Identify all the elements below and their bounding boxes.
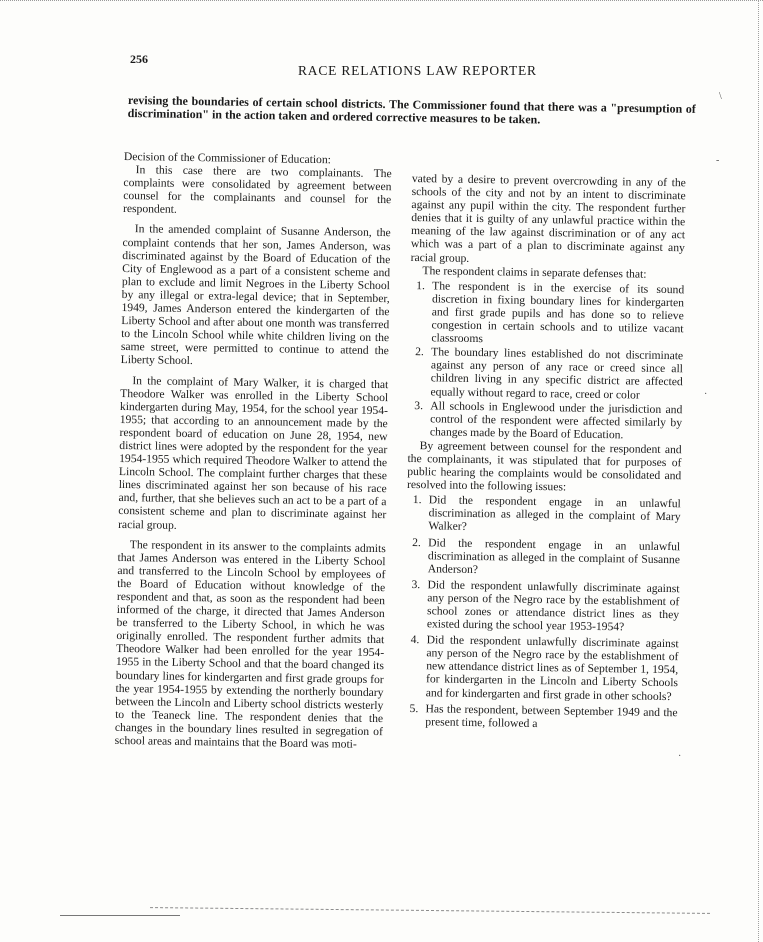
paragraph: In this case there are two complainants. The complaints were consolidated by agreement between counsel for the complainants and counsel for the respondent. — [122, 163, 392, 217]
defenses-list — [408, 279, 684, 442]
list-number: 5. — [409, 701, 419, 715]
issues-list — [403, 493, 681, 732]
list-text: All schools in Englewood under the jurisdiction and control of the respondent were affected similarly by changes made by the Board of Education. — [429, 398, 683, 442]
list-text: Did the respondent unlawfully discriminate against any person of the Negro race by the establishment of new attendance district lines as of September 1, 1954, for kindergarten in the Lincoln and Liberty Schools and for kindergarten and first grade in other schools? — [425, 633, 679, 703]
headnote: revising the boundaries of certain school districts. The Commissioner found that there was a "presumption of discrimination" in the action taken and ordered corrective measures to be taken. — [127, 93, 696, 127]
list-number: 1. — [412, 493, 422, 507]
left-column — [115, 150, 392, 751]
list-item — [406, 535, 681, 579]
list-text: The respondent is in the exercise of its sound discretion in fixing boundary lines for kindergarten and first grade pupils and has done so to relieve congestion in certain schools and to utilize vacant classrooms — [431, 279, 685, 346]
list-number: 2. — [412, 535, 421, 549]
scan-top-edge — [0, 0, 763, 4]
list-text: The boundary lines established do not discriminate against any person of any race or creed since all children living in any specific district are affected equally without regard to race, creed or color — [430, 345, 684, 402]
paragraph: In the complaint of Mary Walker, it is charged that Theodore Walker was enrolled in the Liberty School kindergarten during May, 1954, for the school year 1954-1955; that according to an announcement made by the respondent board of education on June 28, 1954, new district lines were adopted by the respondent for the year 1954-1955 which required Theodore Walker to attend the Lincoln School. The complaint further charges that these lines discriminated against her son because of his race and, further, that she believes such an act to be a part of a consistent scheme and plan to discriminate against her racial group. — [118, 373, 389, 532]
list-item — [408, 399, 683, 443]
list-number: 1. — [416, 278, 426, 292]
list-item — [408, 345, 683, 402]
scan-speck: · — [678, 751, 682, 762]
list-text: Did the respondent unlawfully discriminate against any person of the Negro race by the establishment of school zones or attendance district lines as they existed during the school year 1953-1954? — [426, 578, 680, 634]
list-item — [405, 578, 680, 635]
paragraph: In the amended complaint of Susanne Anderson, the complaint contends that her son, James Anderson, was discriminated against by the Board of Education of the City of Englewood as a part of a consistent scheme and plan to exclude and limit Negroes in the Liberty School by any illegal or extra-legal device; that in September, 1949, James Anderson entered the kindergarten of the Liberty School and after about one month was transferred to the Lincoln School while white children living on the same street, were permitted to continue to attend the Liberty School. — [120, 222, 391, 368]
list-text: Did the respondent engage in an unlawful discrimination as alleged in the complaint of Mary Walker? — [428, 493, 681, 534]
running-header: RACE RELATIONS LAW REPORTER — [298, 63, 537, 78]
page-number: 256 — [130, 52, 148, 66]
right-column — [403, 172, 686, 735]
list-item — [409, 279, 684, 349]
issues-intro: By agreement between counsel for the respondent and the complainants, it was stipulated that for purposes of public hearing the complaints would be consolidated and resolved into the following issues: — [406, 439, 682, 494]
scan-bottom-rule — [60, 915, 180, 917]
paragraph-continuation: vated by a desire to prevent overcrowding in any of the schools of the city and not by an intent to discriminate against any pupil within the city. The respondent further denies that it is guilty of any unlawful practice within the meaning of the law against discrimination or of any act which was a part of a plan to discriminate against any racial group. — [410, 172, 686, 265]
list-text: Did the respondent engage in an unlawful discrimination as alleged in the complaint of Susanne Anderson? — [427, 535, 681, 576]
list-number: 3. — [411, 577, 421, 591]
list-item — [403, 702, 677, 732]
list-number: 2. — [415, 345, 424, 359]
list-number: 4. — [410, 633, 420, 647]
defenses-intro: The respondent claims in separate defenses that: — [422, 263, 647, 281]
paragraph: The respondent in its answer to the complaints admits that James Anderson was entered in the Liberty School and transferred to the Lincoln School by employees of the Board of Education without knowledge of the respondent and that, as soon as the respondent had been informed of the charge, it directed that James Anderson be transferred to the Liberty School, in which he was originally enrolled. The respondent further admits that Theodore Walker had been enrolled for the year 1954-1955 in the Liberty School and that the board changed its boundary lines for kindergarten and first grade groups for the year 1954-1955 by extending the northerly boundary between the Lincoln and Liberty school districts westerly to the Teaneck line. The respondent denies that the changes in the boundary lines resulted in segregation of school areas and maintains that the Board was moti- — [114, 537, 386, 751]
list-item — [404, 633, 679, 703]
scan-speck: · — [704, 389, 708, 400]
scan-speck: - — [716, 155, 720, 166]
scan-bottom-rule — [150, 907, 710, 916]
decision-title: Decision of the Commissioner of Education: — [123, 150, 332, 167]
scan-right-edge — [756, 0, 759, 942]
list-number: 3. — [414, 398, 424, 412]
list-item — [406, 493, 681, 537]
list-text: Has the respondent, between September 1949 and the present time, followed a — [425, 701, 678, 730]
scan-speck: \ — [719, 91, 722, 102]
